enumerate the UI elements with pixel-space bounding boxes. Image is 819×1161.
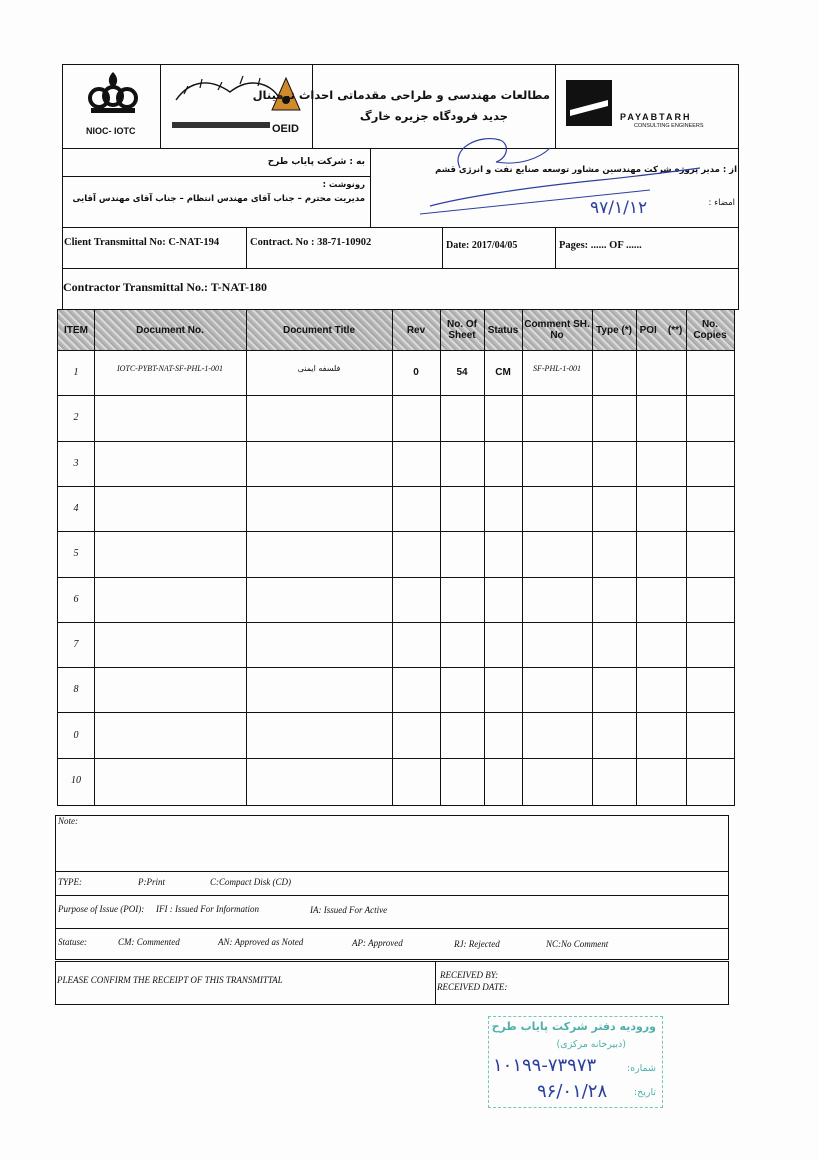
table-cell-comment-sh-no	[522, 577, 592, 622]
table-cell-type	[592, 712, 636, 757]
table-cell-poi	[636, 758, 686, 803]
divider	[435, 961, 436, 1005]
type-print: P:Print	[138, 877, 165, 887]
divider	[160, 64, 161, 149]
table-cell-poi	[636, 350, 686, 395]
table-cell-no-copies	[686, 486, 734, 531]
stamp-number-label: شماره:	[626, 1063, 656, 1074]
table-cell-status	[484, 667, 522, 712]
status-ap: AP: Approved	[352, 938, 403, 948]
table-cell-document-no	[94, 441, 246, 486]
table-cell-document-title	[246, 395, 392, 440]
header-poi: POI (**)	[636, 310, 686, 350]
signature-date: ۹۷/۱/۱۲	[590, 198, 648, 218]
stamp-line2: (دبیرخانه مرکزی)	[556, 1039, 626, 1050]
table-cell-comment-sh-no	[522, 395, 592, 440]
table-cell-poi	[636, 441, 686, 486]
table-cell-document-title	[246, 441, 392, 486]
table-cell-comment-sh-no	[522, 486, 592, 531]
table-cell-status: CM	[495, 367, 511, 378]
table-cell-status	[484, 441, 522, 486]
table-cell-document-title	[246, 712, 392, 757]
table-cell-comment-sh-no	[522, 531, 592, 576]
table-cell-no-copies	[686, 622, 734, 667]
table-cell-no-of-sheet	[440, 395, 484, 440]
stamp-number-value: ۱۰۱۹۹-۷۳۹۷۳	[493, 1055, 597, 1076]
table-cell-poi	[636, 622, 686, 667]
table-cell-document-no	[94, 531, 246, 576]
table-cell-type	[592, 395, 636, 440]
to-label: به : شرکت پایاب طرح	[267, 157, 365, 167]
niotc-label: NIOC- IOTC	[86, 126, 136, 136]
table-cell-comment-sh-no	[522, 758, 592, 803]
table-cell-item: 0	[73, 729, 79, 741]
pages-count: Pages: ...... OF ......	[559, 240, 642, 251]
header-rev: Rev	[392, 310, 440, 350]
table-cell-comment-sh-no	[522, 712, 592, 757]
consultant-name: PAYABTARH	[620, 112, 692, 122]
status-nc: NC:No Comment	[546, 939, 609, 949]
divider	[370, 148, 371, 228]
table-cell-rev	[392, 622, 440, 667]
received-date: RECEIVED DATE:	[437, 982, 508, 992]
payabtarh-logo-icon	[566, 80, 612, 126]
table-cell-item: 7	[73, 638, 79, 650]
divider	[246, 227, 247, 269]
table-cell-type	[592, 758, 636, 803]
purpose-ia: IA: Issued For Active	[310, 905, 388, 915]
contract-no: Contract. No : 38-71-10902	[250, 237, 372, 248]
table-cell-document-no	[94, 395, 246, 440]
table-cell-type	[592, 667, 636, 712]
table-cell-type	[592, 531, 636, 576]
table-cell-status	[484, 531, 522, 576]
contractor-transmittal: Contractor Transmittal No.: T-NAT-180	[63, 280, 267, 294]
table-cell-document-title	[246, 667, 392, 712]
header-item: ITEM	[58, 310, 94, 350]
table-cell-no-copies	[686, 667, 734, 712]
table-cell-item: 10	[71, 774, 81, 786]
table-cell-rev	[392, 441, 440, 486]
status-rj: RJ: Rejected	[454, 939, 500, 949]
table-cell-document-no	[94, 622, 246, 667]
confirm-text: PLEASE CONFIRM THE RECEIPT OF THIS TRANSMITTAL	[57, 975, 283, 985]
table-cell-no-of-sheet	[440, 441, 484, 486]
table-cell-type	[592, 350, 636, 395]
table-cell-rev	[392, 577, 440, 622]
table-cell-no-copies	[686, 531, 734, 576]
table-cell-document-title: فلسفه ایمنی	[297, 364, 341, 373]
project-title-line1: مطالعات مهندسی و طراحی مقدماتی احداث ترمینال	[252, 88, 550, 102]
table-cell-comment-sh-no	[522, 667, 592, 712]
table-cell-no-copies	[686, 350, 734, 395]
table-cell-poi	[636, 577, 686, 622]
table-cell-comment-sh-no: SF-PHL-1-001	[533, 364, 581, 373]
header-comment-sh-no: Comment SH. No	[522, 310, 592, 350]
stamp-line1: ورودیه دفتر شرکت پایاب طرح	[491, 1020, 656, 1033]
table-cell-item: 2	[73, 412, 79, 424]
signature-label: امضاء :	[708, 198, 735, 208]
table-cell-rev	[392, 667, 440, 712]
table-cell-document-no	[94, 712, 246, 757]
table-cell-comment-sh-no	[522, 441, 592, 486]
purpose-ifi: IFI : Issued For Information	[156, 904, 259, 914]
table-cell-rev	[392, 531, 440, 576]
nioc-flame-logo-icon	[85, 68, 141, 116]
table-cell-item: 4	[73, 503, 79, 515]
table-cell-poi	[636, 712, 686, 757]
table-cell-no-copies	[686, 441, 734, 486]
table-cell-item: 8	[73, 684, 79, 696]
table-cell-type	[592, 577, 636, 622]
header-document-no: Document No.	[94, 310, 246, 350]
divider	[62, 176, 370, 177]
table-cell-document-title	[246, 531, 392, 576]
table-cell-rev	[392, 758, 440, 803]
table-cell-document-title	[246, 486, 392, 531]
table-cell-no-copies	[686, 577, 734, 622]
header-status: Status	[484, 310, 522, 350]
table-cell-document-no	[94, 667, 246, 712]
from-label: از : مدیر پروژه شرکت مهندسین مشاور توسعه صنایع نفت و انرژی قشم	[435, 165, 737, 175]
table-cell-no-of-sheet	[440, 758, 484, 803]
divider	[312, 64, 313, 149]
purpose-label: Purpose of Issue (POI):	[58, 904, 145, 914]
table-cell-no-copies	[686, 758, 734, 803]
received-by: RECEIVED BY:	[440, 970, 499, 980]
header-no-copies: No. Copies	[686, 310, 734, 350]
divider	[442, 227, 443, 269]
table-cell-document-title	[246, 622, 392, 667]
table-cell-status	[484, 486, 522, 531]
table-cell-rev: 0	[413, 367, 419, 378]
table-cell-item: 3	[73, 457, 79, 469]
cc-label: رونوشت :	[322, 180, 365, 190]
table-cell-no-of-sheet	[440, 712, 484, 757]
stamp-date-value: ۹۶/۰۱/۲۸	[537, 1081, 608, 1102]
table-cell-poi	[636, 667, 686, 712]
project-title-line2: جدید فرودگاه جزیره خارگ	[359, 109, 509, 123]
table-cell-document-no: IOTC-PYBT-NAT-SF-PHL-1-001	[116, 364, 224, 373]
table-cell-type	[592, 441, 636, 486]
table-cell-rev	[392, 486, 440, 531]
table-cell-comment-sh-no	[522, 622, 592, 667]
note-box	[55, 815, 729, 872]
table-cell-document-title	[246, 758, 392, 803]
table-cell-rev	[392, 712, 440, 757]
table-cell-no-of-sheet	[440, 667, 484, 712]
table-cell-status	[484, 758, 522, 803]
table-cell-item: 5	[73, 548, 79, 560]
table-cell-item: 1	[73, 367, 79, 379]
table-cell-type	[592, 622, 636, 667]
table-cell-no-of-sheet	[440, 531, 484, 576]
oeid-logo-text: OEID	[272, 123, 299, 135]
status-an: AN: Approved as Noted	[218, 937, 304, 947]
header-document-title: Document Title	[246, 310, 392, 350]
table-cell-no-copies	[686, 712, 734, 757]
table-cell-status	[484, 712, 522, 757]
type-cd: C:Compact Disk (CD)	[210, 877, 291, 887]
consultant-subtitle: CONSULTING ENGINEERS	[634, 123, 704, 129]
table-cell-no-of-sheet	[440, 486, 484, 531]
type-label: TYPE:	[58, 877, 83, 887]
table-cell-document-no	[94, 758, 246, 803]
table-cell-poi	[636, 531, 686, 576]
cc-value: مدیریت محترم – جناب آقای مهندس انتظام – جناب آقای مهندس آقایی	[72, 194, 365, 204]
table-cell-no-of-sheet: 54	[456, 367, 468, 378]
table-cell-type	[592, 486, 636, 531]
table-cell-status	[484, 577, 522, 622]
table-cell-rev	[392, 395, 440, 440]
status-label: Statuse:	[58, 937, 87, 947]
table-cell-poi	[636, 395, 686, 440]
client-transmittal: Client Transmittal No: C-NAT-194	[64, 237, 220, 248]
table-cell-no-of-sheet	[440, 622, 484, 667]
table-cell-status	[484, 395, 522, 440]
note-label: Note:	[58, 816, 78, 826]
status-cm: CM: Commented	[118, 937, 180, 947]
transmittal-date: Date: 2017/04/05	[446, 240, 518, 251]
stamp-date-label: تاریخ:	[633, 1087, 656, 1098]
table-cell-no-of-sheet	[440, 577, 484, 622]
receipt-stamp	[488, 1016, 663, 1108]
table-cell-document-no	[94, 486, 246, 531]
header-type: Type (*)	[592, 310, 636, 350]
handwritten-signature-icon	[400, 128, 730, 224]
table-cell-document-no	[94, 577, 246, 622]
table-cell-poi	[636, 486, 686, 531]
table-cell-status	[484, 622, 522, 667]
table-cell-item: 6	[73, 593, 79, 605]
divider	[555, 227, 556, 269]
table-cell-document-title	[246, 577, 392, 622]
table-cell-no-copies	[686, 395, 734, 440]
header-no-of-sheet: No. Of Sheet	[440, 310, 484, 350]
